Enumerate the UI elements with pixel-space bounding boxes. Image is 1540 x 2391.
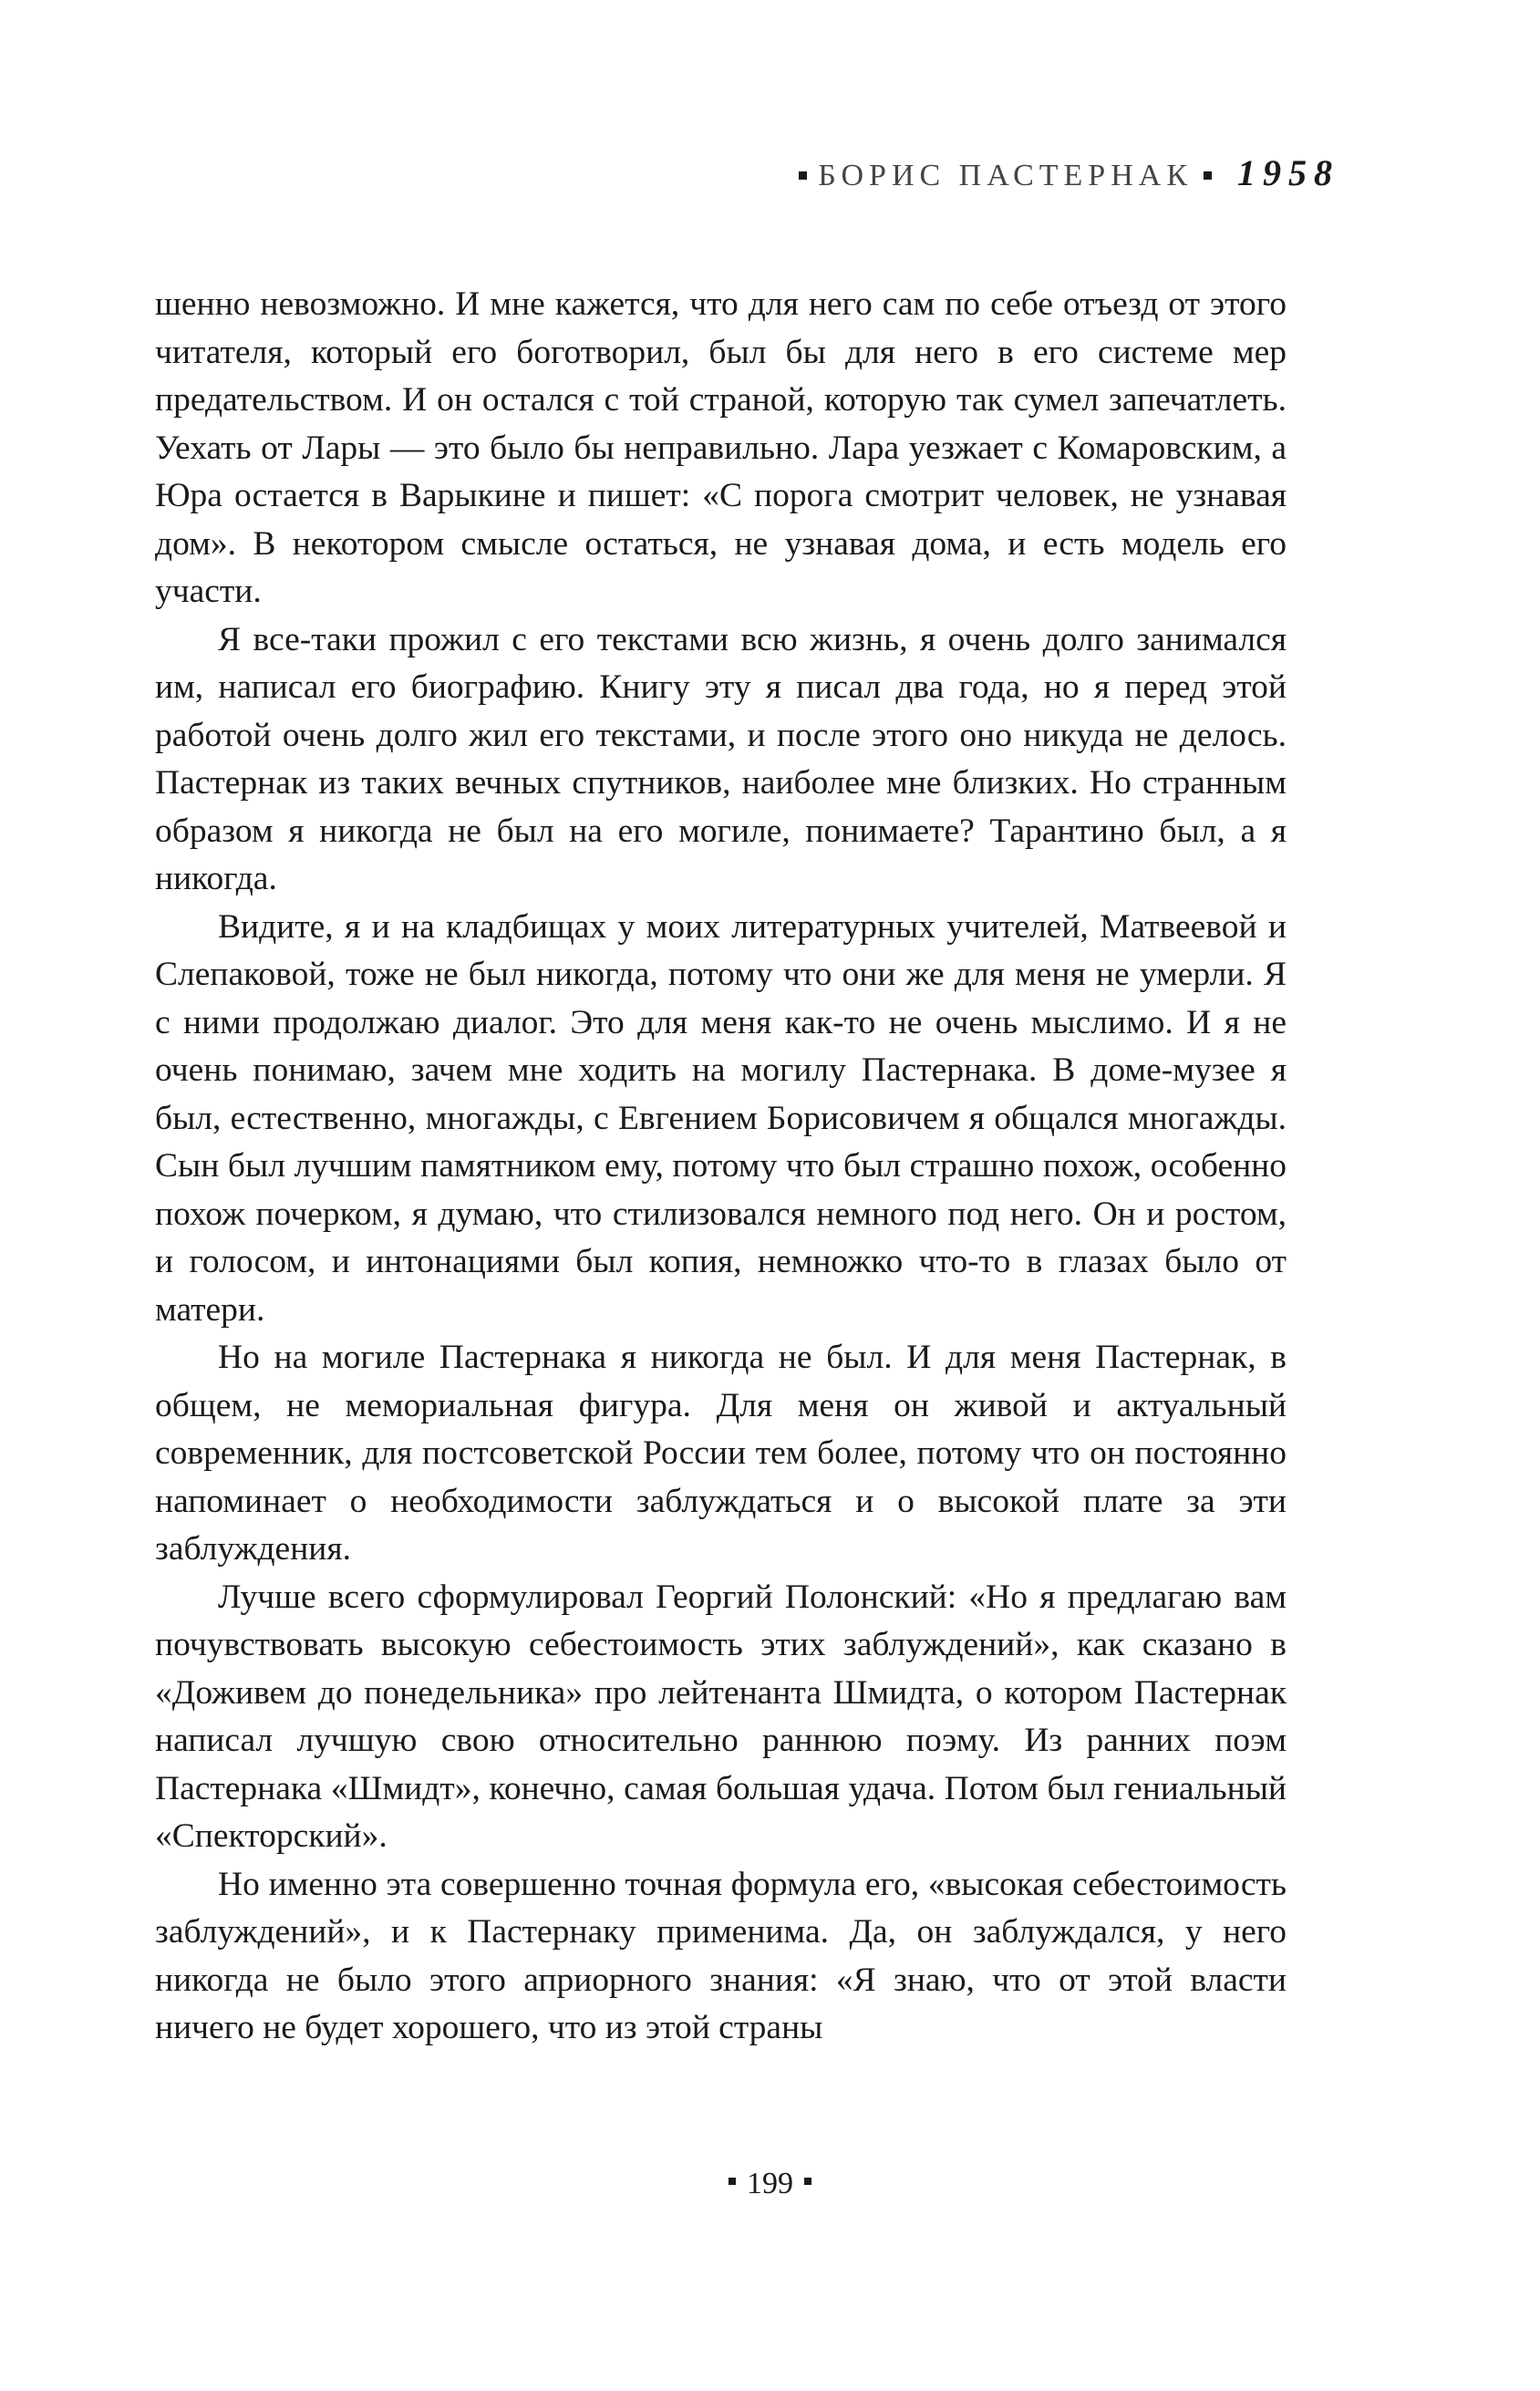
paragraph: Но именно эта совершенно точная формула его, «высокая себестоимость заблуждений», и к Пастернаку применима. Да, он заблуждался, у него никогда не было этого априорного знания: «Я знаю, что от этой власти ничего не будет хорошего, что из этой страны	[155, 1865, 1287, 2046]
paragraph: Я все-таки прожил с его текстами всю жизнь, я очень долго занимался им, написал его биографию. Книгу эту я писал два года, но я перед этой работой очень долго жил его текстами, и после этого оно никуда не делось. Пастернак из таких вечных спутников, наиболее мне близких. Но странным образом я никогда не был на его могиле, понимаете? Тарантино был, а я никогда.	[155, 620, 1287, 897]
page-number-value: 199	[747, 2167, 793, 2200]
bullet-ornament	[799, 171, 807, 180]
bullet-ornament	[1204, 171, 1212, 180]
body-text	[155, 281, 1287, 2053]
bullet-ornament	[804, 2178, 811, 2185]
paragraph: Лучше всего сформулировал Георгий Полонский: «Но я предлагаю вам почувствовать высокую себестоимость этих заблуждений», как сказано в «Доживем до понедельника» про лейтенанта Шмидта, о котором Пастернак написал лучшую свою относительно раннюю поэму. Из ранних поэм Пастернака «Шмидт», конечно, самая большая удача. Потом был гениальный «Спекторский».	[155, 1578, 1287, 1855]
running-head-year: 1958	[1237, 152, 1339, 193]
paragraph: Видите, я и на кладбищах у моих литературных учителей, Матвеевой и Слепаковой, тоже не был никогда, потому что они же для меня не умерли. Я с ними продолжаю диалог. Это для меня как-то не очень мыслимо. И я не очень понимаю, зачем мне ходить на могилу Пастернака. В доме-музее я был, естественно, многажды, с Евгением Борисовичем я общался многажды. Сын был лучшим памятником ему, потому что был страшно похож, особенно похож почерком, я думаю, что стилизовался немного под него. Он и ростом, и голосом, и интонациями был копия, немножко что-то в глазах было от матери.	[155, 907, 1287, 1329]
paragraph: Но на могиле Пастернака я никогда не был. И для меня Пастернак, в общем, не мемориальная фигура. Для меня он живой и актуальный современник, для постсоветской России тем более, потому что он постоянно напоминает о необходимости заблуждаться и о высокой плате за эти заблуждения.	[155, 1339, 1287, 1568]
page-number	[0, 2167, 1540, 2201]
running-head	[799, 151, 1339, 194]
bullet-ornament	[729, 2178, 736, 2185]
running-head-author: БОРИС ПАСТЕРНАК	[818, 159, 1193, 192]
paragraph-continued: шенно невозможно. И мне кажется, что для него сам по себе отъезд от этого читателя, который его боготворил, был бы для него в его системе мер предательством. И он остался с той страной, которую так сумел запечатлеть. Уехать от Лары — это было бы неправильно. Лара уезжает с Комаровским, а Юра остается в Варыкине и пишет: «С порога смотрит человек, не узнавая дом». В некотором смысле остаться, не узнавая дома, и есть модель его участи.	[155, 285, 1287, 610]
